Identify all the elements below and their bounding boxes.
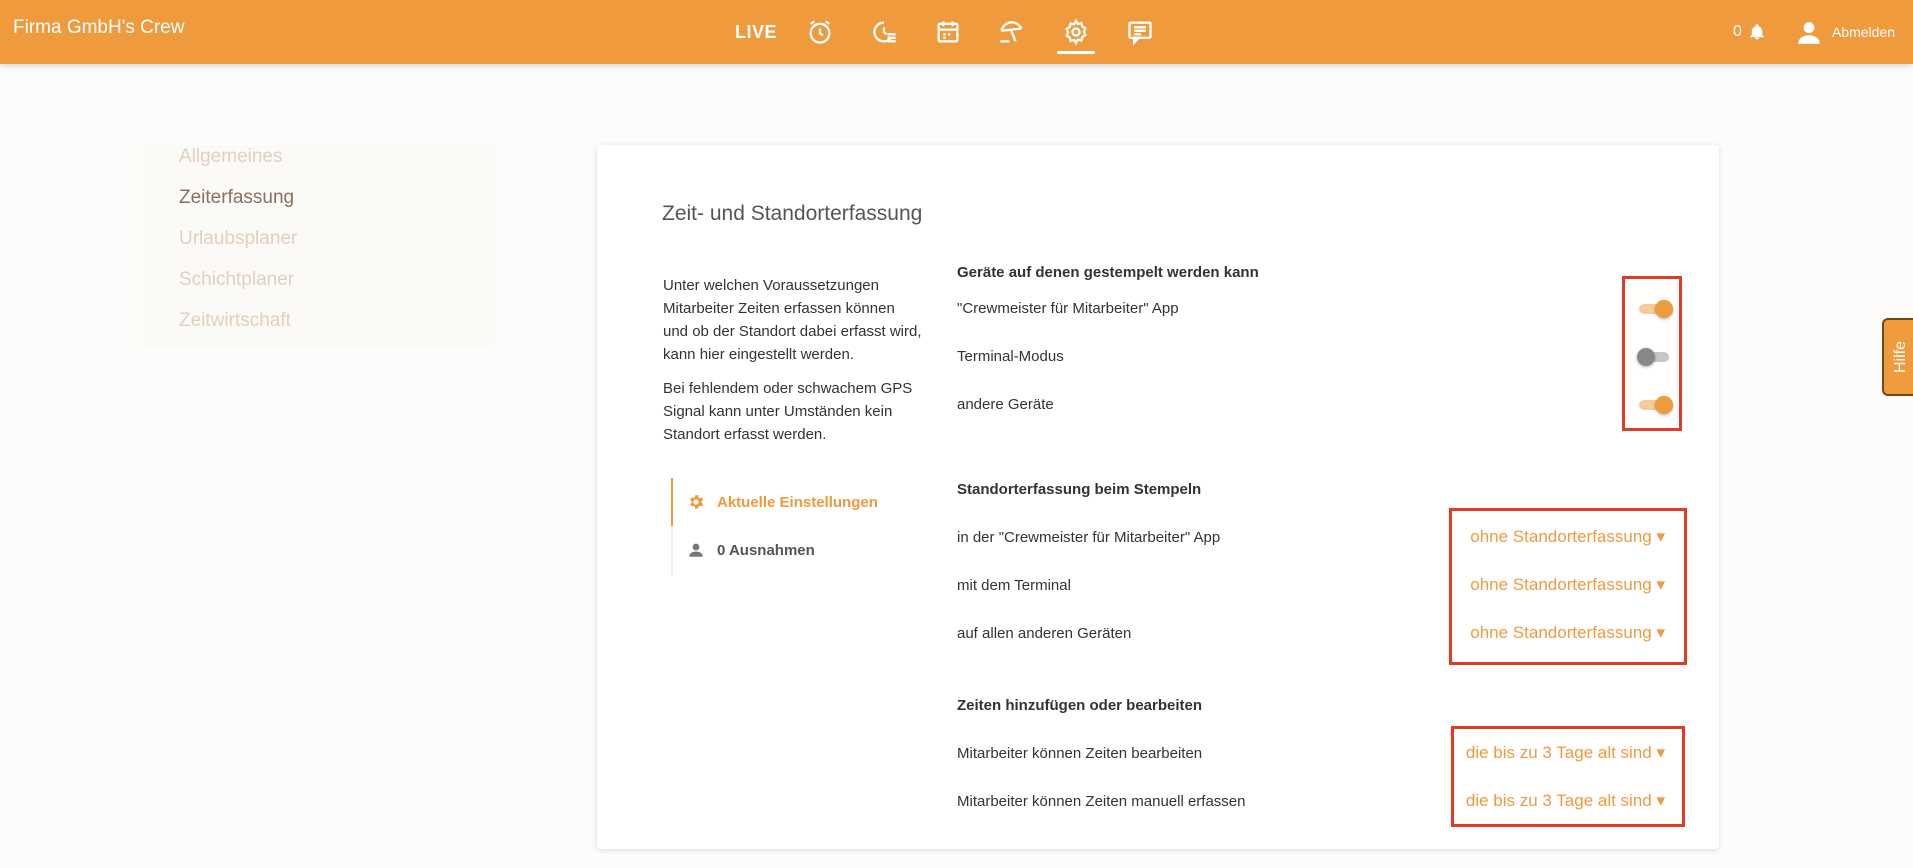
nav-calendar[interactable] xyxy=(916,0,980,64)
help-tab[interactable] xyxy=(1882,318,1913,396)
devices-section-title: Geräte auf denen gestempelt werden kann xyxy=(957,264,1259,281)
calendar-icon xyxy=(934,18,962,46)
notifications[interactable] xyxy=(1733,23,1766,41)
beach-umbrella-icon xyxy=(998,18,1026,46)
location-label-other: auf allen anderen Geräten xyxy=(957,625,1132,642)
edit-times-dropdown-manual[interactable]: die bis zu 3 Tage alt sind ▾ xyxy=(1465,791,1665,810)
nav-messages[interactable] xyxy=(1108,0,1172,64)
highlight-box-devices xyxy=(1622,276,1682,431)
top-right-area xyxy=(1733,0,1895,64)
sidebar-item-zeiterfassung[interactable]: Zeiterfassung xyxy=(179,187,295,208)
sidebar-item-allgemeines[interactable]: Allgemeines xyxy=(179,146,283,167)
settings-sidebar xyxy=(142,146,494,348)
bell-icon xyxy=(1748,23,1766,41)
subnav-current-label: Aktuelle Einstellungen xyxy=(717,493,878,511)
nav-live[interactable]: LIVE xyxy=(734,21,777,42)
brand-name[interactable]: Firma GmbH's Crew xyxy=(13,17,185,38)
settings-subnav xyxy=(671,478,901,576)
sidebar-item-urlaubsplaner[interactable]: Urlaubsplaner xyxy=(179,228,298,249)
nav-vacation[interactable] xyxy=(980,0,1044,64)
gear-icon xyxy=(687,493,705,511)
edit-times-label-edit: Mitarbeiter können Zeiten bearbeiten xyxy=(957,745,1203,762)
location-section-title: Standorterfassung beim Stempeln xyxy=(957,481,1202,498)
help-tab-label: Hilfe xyxy=(1892,340,1909,374)
location-label-app: in der "Crewmeister für Mitarbeiter" App xyxy=(957,529,1221,546)
subnav-exceptions[interactable] xyxy=(687,538,815,562)
edit-times-dropdown-edit[interactable]: die bis zu 3 Tage alt sind ▾ xyxy=(1465,743,1665,762)
location-label-terminal: mit dem Terminal xyxy=(957,577,1071,594)
subnav-current-settings[interactable] xyxy=(687,490,878,514)
location-dropdown-terminal[interactable]: ohne Standorterfassung ▾ xyxy=(1470,575,1665,594)
avatar-icon xyxy=(1796,19,1822,45)
location-dropdown-app[interactable]: ohne Standorterfassung ▾ xyxy=(1470,527,1665,546)
gps-note-text: Bei fehlendem oder schwachem GPS Signal kann unter Umständen kein Standort erfasst werden. xyxy=(663,380,913,443)
nav-time-list[interactable] xyxy=(852,0,916,64)
chat-icon xyxy=(1126,18,1154,46)
sidebar-item-zeitwirtschaft[interactable]: Zeitwirtschaft xyxy=(179,310,291,331)
page-title: Zeit- und Standorterfassung xyxy=(662,202,923,225)
edit-times-label-manual: Mitarbeiter können Zeiten manuell erfassen xyxy=(957,793,1246,810)
alarm-clock-icon xyxy=(806,18,834,46)
notification-count: 0 xyxy=(1733,23,1742,40)
device-label-app: "Crewmeister für Mitarbeiter" App xyxy=(957,300,1179,317)
user-menu[interactable] xyxy=(1796,19,1895,45)
nav-time-tracking[interactable] xyxy=(788,0,852,64)
subnav-exceptions-label: 0 Ausnahmen xyxy=(717,541,815,559)
top-bar xyxy=(0,0,1913,64)
settings-card xyxy=(597,145,1719,849)
sidebar-item-schichtplaner[interactable]: Schichtplaner xyxy=(179,269,295,290)
edit-times-section-title: Zeiten hinzufügen oder bearbeiten xyxy=(957,697,1203,714)
location-dropdown-other[interactable]: ohne Standorterfassung ▾ xyxy=(1470,623,1665,642)
highlight-box-location xyxy=(1449,508,1687,665)
gear-icon xyxy=(1062,18,1090,46)
person-icon xyxy=(687,541,705,559)
logout-link[interactable]: Abmelden xyxy=(1831,24,1895,40)
nav-settings[interactable] xyxy=(1044,0,1108,64)
highlight-box-edit-times xyxy=(1451,726,1685,827)
device-label-terminal: Terminal-Modus xyxy=(957,348,1064,365)
time-list-icon xyxy=(870,18,898,46)
main-nav xyxy=(724,0,1172,64)
device-label-other: andere Geräte xyxy=(957,396,1054,413)
description-text: Unter welchen Voraussetzungen Mitarbeiter Zeiten erfassen können und ob der Standort dabei erfasst wird, kann hier eingestellt werden. xyxy=(663,277,922,363)
